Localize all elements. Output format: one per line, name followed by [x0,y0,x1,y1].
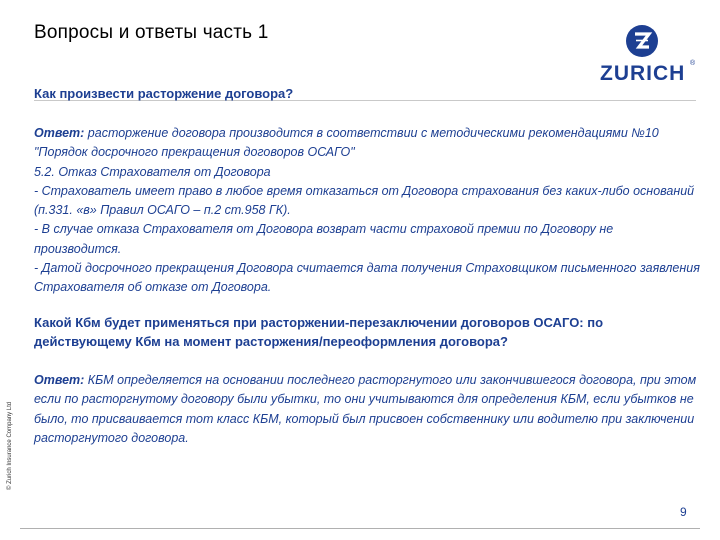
copyright-sidebar: © Zurich Insurance Company Ltd [7,401,13,490]
answer-1 [34,124,702,298]
answer-2-line: Ответ: КБМ определяется на основании последнего расторгнутого или закончившегося договора, при этом если по расторгнутому договору были убытки, то они учитываются для определения КБМ, если убытков не было, то присваивается тот класс КБМ, который был присвоен собственнику или водителю при заключении расторгнутого договора. [34,373,697,445]
logo-wordmark: ZURICH [600,62,686,85]
answer-label: Ответ: [34,373,85,387]
answer-1-line: - Страхователь имеет право в любое время отказаться от Договора страхования без каких-либо оснований (п.331. «в» Правил ОСАГО – п.2 ст.958 ГК). [34,183,695,218]
zurich-z-icon [626,25,658,57]
answer-1-line: - Датой досрочного прекращения Договора считается дата получения Страховщиком письменного заявления Страхователя об отказе от Договора. [34,261,700,295]
slide-title: Вопросы и ответы часть 1 [34,22,269,43]
answer-1-line: 5.2. Отказ Страхователя от Договора [34,164,271,179]
question-2: Какой Кбм будет применяться при расторжении-перезаключении договоров ОСАГО: по действующему Кбм на момент расторжения/переоформления договора? [34,315,604,349]
footer-divider [20,528,700,529]
answer-1-line: Ответ: расторжение договора производится в соответствии с методическими рекомендациями №10 "Порядок досрочного прекращения договоров ОСАГО" [34,126,659,160]
answer-label: Ответ: [34,126,85,140]
logo-registered-mark: ® [690,60,696,67]
question-1: Как произвести расторжение договора? [34,86,294,101]
zurich-logo [598,20,698,90]
answer-2 [34,371,702,448]
page-number: 9 [680,505,687,519]
answer-1-line: - В случае отказа Страхователя от Договора возврат части страховой премии по Договору не производится. [34,222,614,256]
